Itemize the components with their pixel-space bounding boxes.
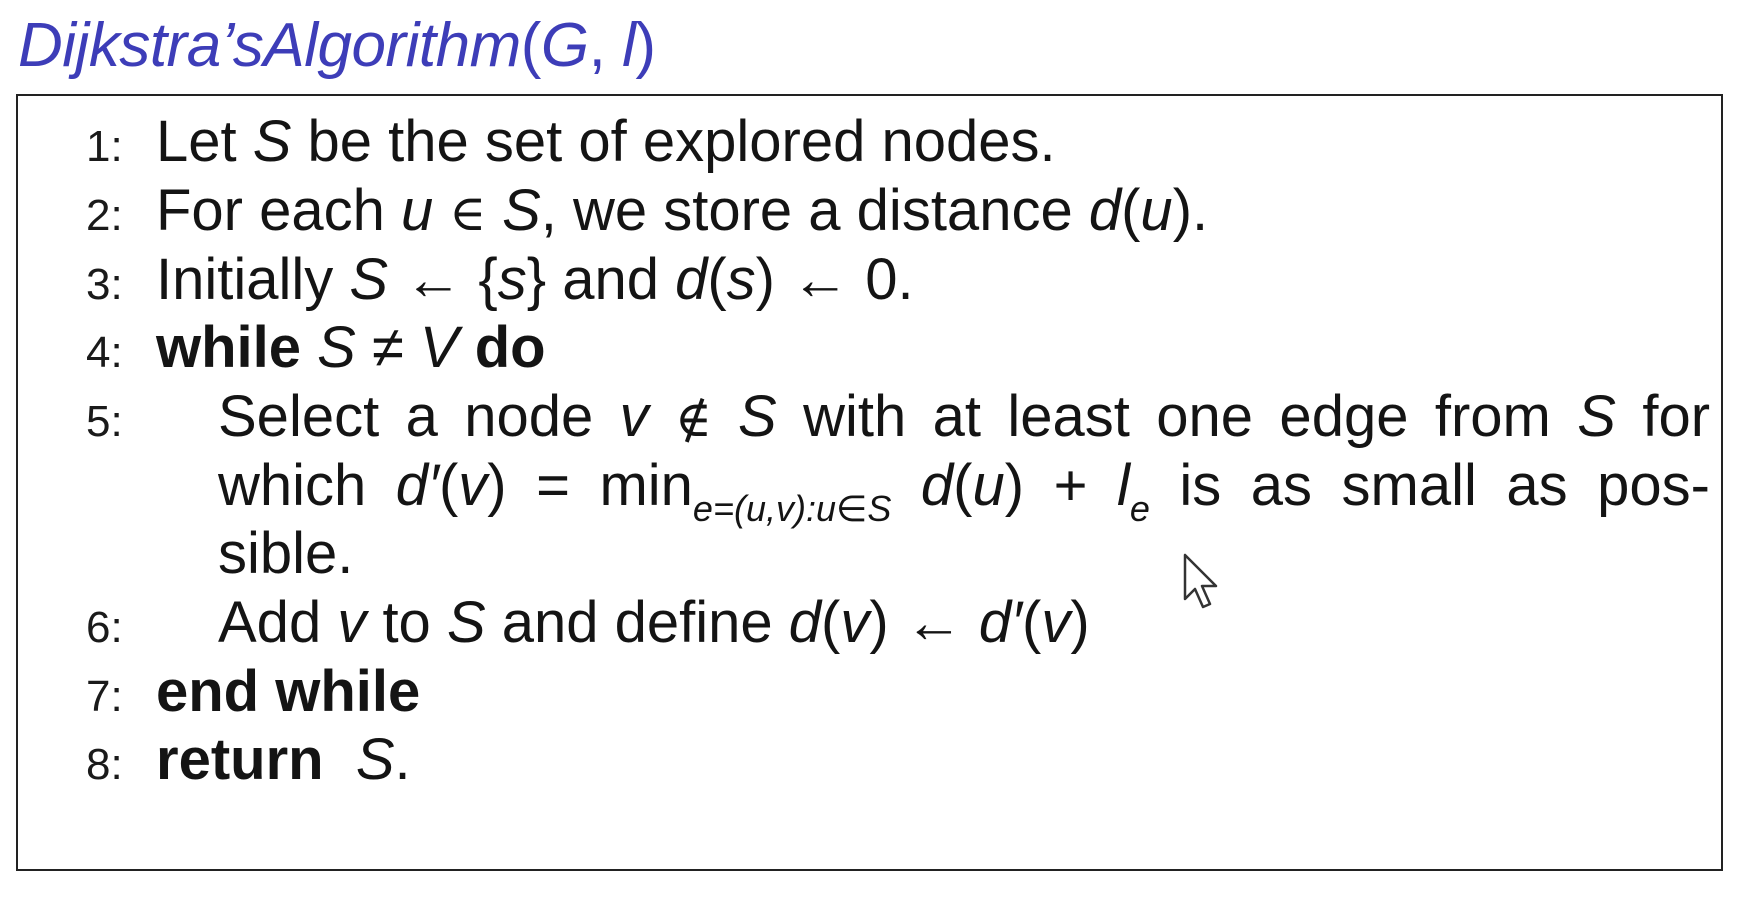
line-number: 2:: [86, 191, 123, 240]
line-text: return S.: [156, 727, 411, 792]
slide-title: Dijkstra’sAlgorithm(G, l): [18, 11, 656, 80]
line-text: Add v to S and define d(v) ← d′(v): [218, 590, 1090, 655]
line-text: while S ≠ V do: [156, 315, 546, 380]
line-text-row-1: Select a node v ∉ S with at least one edge from S for: [218, 384, 1711, 449]
line-text: Let S be the set of explored nodes.: [156, 109, 1056, 174]
line-text: Initially S ← {s} and d(s) ← 0.: [156, 247, 914, 312]
line-text-row-2: which $d'(v) = \min_{e=(u,v):u\in S} d(u) + l_e$ is as small as pos-: [218, 453, 1710, 529]
line-number: 1:: [86, 122, 123, 171]
line-number: 3:: [86, 260, 123, 309]
line-number: 8:: [86, 740, 123, 789]
line-number: 7:: [86, 672, 123, 721]
line-text: For each u ∈ S, we store a distance d(u).: [156, 178, 1209, 243]
line-number: 6:: [86, 603, 123, 652]
line-text-row-3: sible.: [218, 521, 354, 586]
line-text: end while: [156, 659, 421, 724]
line-number: 5:: [86, 397, 123, 446]
mouse-pointer-icon: [1183, 553, 1223, 613]
algorithm-box: [16, 94, 1723, 871]
line-number: 4:: [86, 328, 123, 377]
